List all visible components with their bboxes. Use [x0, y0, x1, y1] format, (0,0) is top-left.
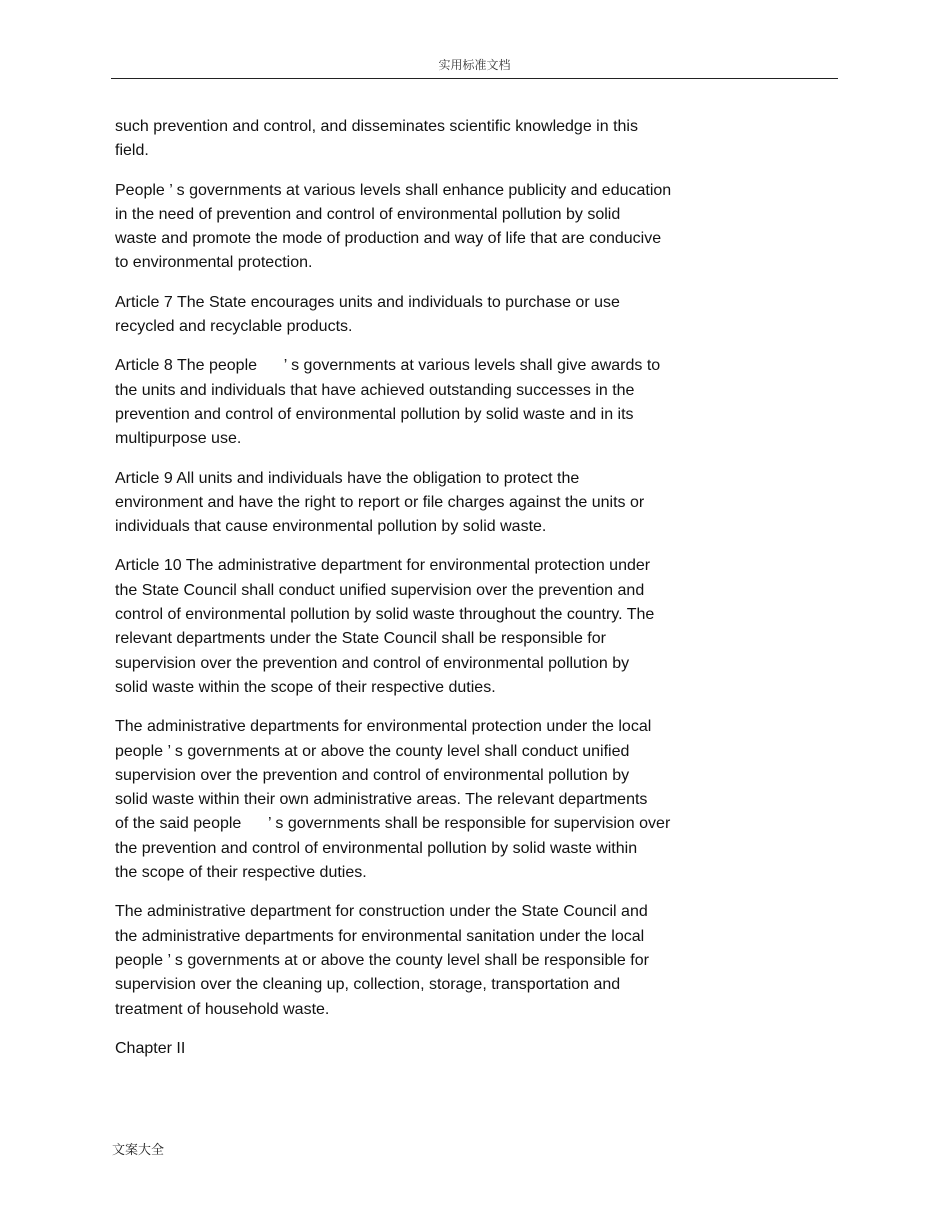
- text-line: such prevention and control, and disseminates scientific knowledge in this: [115, 118, 638, 135]
- text-line: Article 9 All units and individuals have the obligation to protect the: [115, 469, 580, 487]
- text-line: supervision over the prevention and control of environmental pollution by: [115, 766, 630, 784]
- paragraph-article-7: [115, 291, 740, 340]
- page-footer: [112, 1142, 164, 1160]
- text-line: waste and promote the mode of production and way of life that are conducive: [115, 230, 662, 248]
- paragraph: [115, 715, 740, 885]
- paragraph-article-10: [115, 554, 740, 700]
- page-header: [111, 56, 838, 79]
- text-line: supervision over the prevention and control of environmental pollution by: [115, 654, 630, 672]
- text-line: People ’ s governments at various levels shall enhance publicity and education: [115, 181, 672, 199]
- text-line: individuals that cause environmental pollution by solid waste.: [115, 518, 547, 536]
- chapter-heading: [115, 1037, 740, 1061]
- text-line: to environmental protection.: [115, 254, 313, 272]
- text-line: of the said people ’ s governments shall be responsible for supervision over: [115, 815, 671, 833]
- text-line: multipurpose use.: [115, 430, 242, 448]
- paragraph: [115, 179, 740, 276]
- paragraph-article-9: [115, 467, 740, 540]
- text-line: prevention and control of environmental pollution by solid waste and in its: [115, 405, 634, 423]
- text-line: people ’ s governments at or above the county level shall conduct unified: [115, 742, 630, 760]
- paragraph: [115, 115, 740, 164]
- text-line: Article 8 The people ’ s governments at various levels shall give awards to: [115, 357, 661, 375]
- text-line: people ’ s governments at or above the county level shall be responsible for: [115, 951, 649, 969]
- paragraph: [115, 900, 740, 1021]
- text-line: Chapter II: [115, 1039, 186, 1057]
- text-line: the scope of their respective duties.: [115, 864, 367, 882]
- text-line: supervision over the cleaning up, collection, storage, transportation and: [115, 976, 621, 994]
- text-line: treatment of household waste.: [115, 1000, 330, 1018]
- text-line: the State Council shall conduct unified supervision over the prevention and: [115, 581, 645, 599]
- text-line: The administrative department for construction under the State Council and: [115, 903, 648, 921]
- footer-text: 文案大全: [112, 1143, 165, 1158]
- text-line: The administrative departments for environmental protection under the local: [115, 718, 652, 736]
- text-line: in the need of prevention and control of environmental pollution by solid: [115, 205, 621, 223]
- text-line: control of environmental pollution by solid waste throughout the country. The: [115, 606, 655, 624]
- paragraph-article-8: [115, 354, 740, 451]
- text-line: the units and individuals that have achieved outstanding successes in the: [115, 381, 635, 399]
- text-line: environment and have the right to report or file charges against the units or: [115, 493, 645, 511]
- text-line: the administrative departments for environmental sanitation under the local: [115, 927, 645, 945]
- text-line: field.: [115, 142, 149, 160]
- text-line: relevant departments under the State Council shall be responsible for: [115, 630, 606, 648]
- text-line: Article 7 The State encourages units and individuals to purchase or use: [115, 293, 620, 311]
- text-line: the prevention and control of environmental pollution by solid waste within: [115, 839, 638, 857]
- text-line: recycled and recyclable products.: [115, 318, 353, 336]
- document-body: [115, 115, 740, 1076]
- text-line: solid waste within their own administrative areas. The relevant departments: [115, 791, 648, 809]
- text-line: Article 10 The administrative department for environmental protection under: [115, 557, 651, 575]
- text-line: solid waste within the scope of their respective duties.: [115, 678, 496, 696]
- header-title: 实用标准文档: [438, 58, 511, 72]
